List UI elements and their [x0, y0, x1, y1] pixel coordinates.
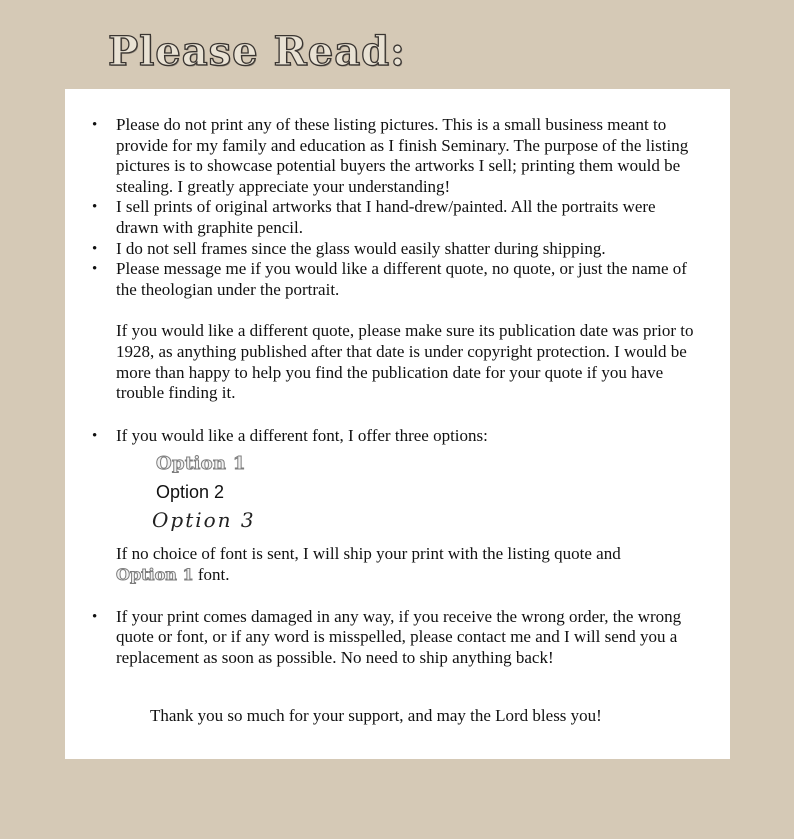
font-option-1-sample: Option 1	[156, 453, 246, 475]
list-item-quote-request	[65, 259, 730, 426]
spacer	[116, 300, 700, 321]
list-item-no-frames	[65, 239, 730, 260]
default-font-note	[116, 544, 700, 585]
list-item-text: If you would like a different font, I offer three options:	[116, 425, 488, 445]
list-item-text: Please message me if you would like a different quote, no quote, or just the name of the theologian under the portrait.	[116, 259, 687, 299]
font-option-2-sample: Option 2	[156, 482, 225, 503]
notice-card	[65, 89, 730, 759]
list-item-no-printing	[65, 115, 730, 197]
list-item-damaged-print	[65, 607, 730, 669]
spacer	[116, 404, 700, 426]
list-item-text: Please do not print any of these listing pictures. This is a small business meant to provide for my family and education as I finish Seminary. The purpose of the listing pictures is to showcase potential buyers the artworks I sell; printing them would be stealing. I greatly appreciate your understanding!	[116, 115, 689, 196]
bullet-icon: •	[92, 240, 98, 257]
list-item-font-options	[65, 426, 730, 607]
font-option-row	[116, 506, 700, 534]
quote-copyright-note: If you would like a different quote, please make sure its publication date was prior to 1928, as anything published after that date is under copyright protection. I would be more than happy to help you find the publication date for your quote if you have trouble finding it.	[116, 321, 694, 403]
bullet-icon: •	[92, 117, 98, 133]
page-title: Please Read:	[108, 28, 406, 75]
spacer	[116, 586, 700, 607]
default-font-note-text: If no choice of font is sent, I will ship your print with the listing quote and	[116, 544, 621, 564]
bullet-icon: •	[92, 261, 98, 278]
notice-list	[65, 115, 730, 668]
spacer	[116, 534, 700, 544]
bullet-icon: •	[92, 199, 98, 216]
list-item-text: I sell prints of original artworks that I hand-drew/painted. All the portraits were drawn with graphite pencil.	[116, 197, 656, 237]
list-item-text: I do not sell frames since the glass would easily shatter during shipping.	[116, 238, 606, 258]
font-option-row	[116, 478, 700, 506]
bullet-icon: •	[92, 427, 98, 444]
list-item-original-artworks	[65, 197, 730, 238]
default-font-note-suffix: font.	[193, 564, 230, 584]
font-option-3-sample: Option 3	[152, 508, 256, 533]
thank-you-message: Thank you so much for your support, and may the Lord bless you!	[150, 706, 602, 725]
bullet-icon: •	[92, 608, 98, 625]
list-item-text: If your print comes damaged in any way, if you receive the wrong order, the wrong quote or font, or if any word is misspelled, please contact me and I will send you a replacement as soon as possible. No need to ship anything back!	[116, 606, 682, 667]
font-option-row	[116, 450, 700, 478]
inline-font-option-1-sample: Option 1	[116, 564, 194, 584]
